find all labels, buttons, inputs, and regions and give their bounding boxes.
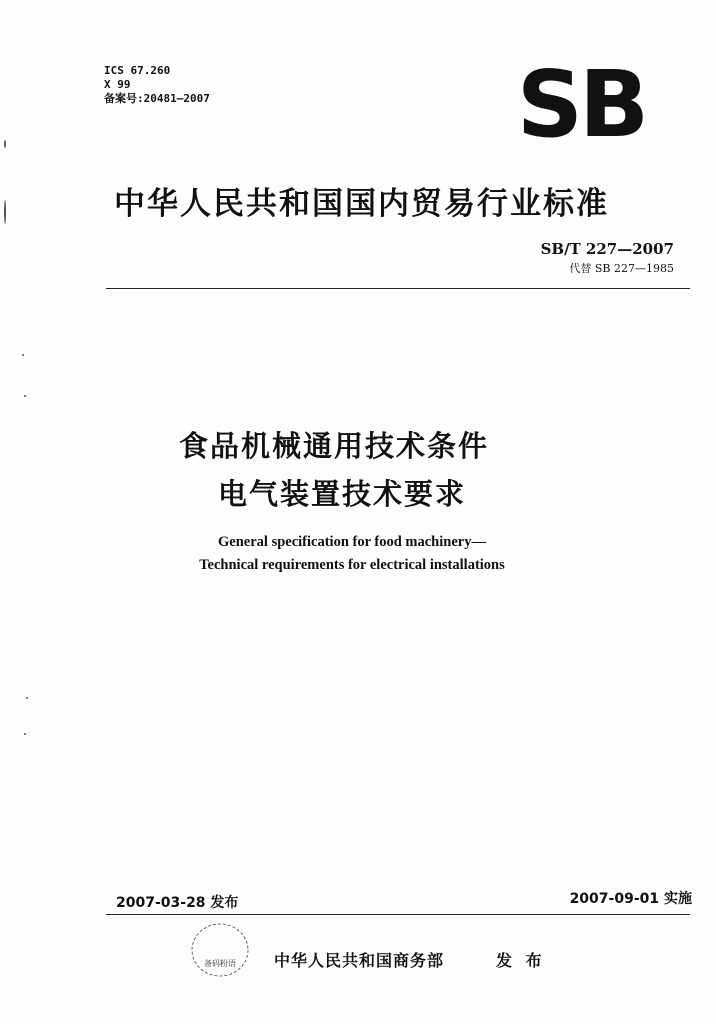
standard-category-title: 中华人民共和国国内贸易行业标准 xyxy=(114,186,609,222)
standard-code: SB/T 227—2007 xyxy=(540,240,674,258)
header-metadata xyxy=(104,64,210,106)
svg-text:备码粉语: 备码粉语 xyxy=(204,959,236,968)
scan-speck xyxy=(26,697,28,699)
implementation-date: 2007-09-01 实施 xyxy=(569,891,692,907)
publish-label: 发 布 xyxy=(496,951,546,970)
top-divider xyxy=(106,288,690,289)
record-number: 备案号:20481—2007 xyxy=(104,92,210,105)
title-en-line1: General specification for food machinery— xyxy=(218,534,486,550)
scan-speck xyxy=(4,200,6,224)
title-en-line2: Technical requirements for electrical installations xyxy=(199,557,505,573)
sb-logo xyxy=(508,66,654,142)
issue-date: 2007-03-28 发布 xyxy=(116,895,239,911)
replaces-note: 代替 SB 227—1985 xyxy=(569,262,674,275)
svg-text:SB: SB xyxy=(516,66,646,142)
scan-speck xyxy=(24,395,26,397)
scan-speck xyxy=(4,140,6,148)
classification-code: X 99 xyxy=(104,78,131,91)
bottom-divider xyxy=(106,914,690,915)
title-cn-line2: 电气装置技术要求 xyxy=(217,477,466,511)
title-cn-line1: 食品机械通用技术条件 xyxy=(178,429,489,463)
ministry-seal-icon xyxy=(188,920,252,980)
ics-code: ICS 67.260 xyxy=(104,64,171,77)
scan-speck xyxy=(22,354,24,356)
publisher-name: 中华人民共和国商务部 xyxy=(274,951,445,970)
standard-code-block xyxy=(541,240,674,276)
scan-speck xyxy=(24,733,26,735)
